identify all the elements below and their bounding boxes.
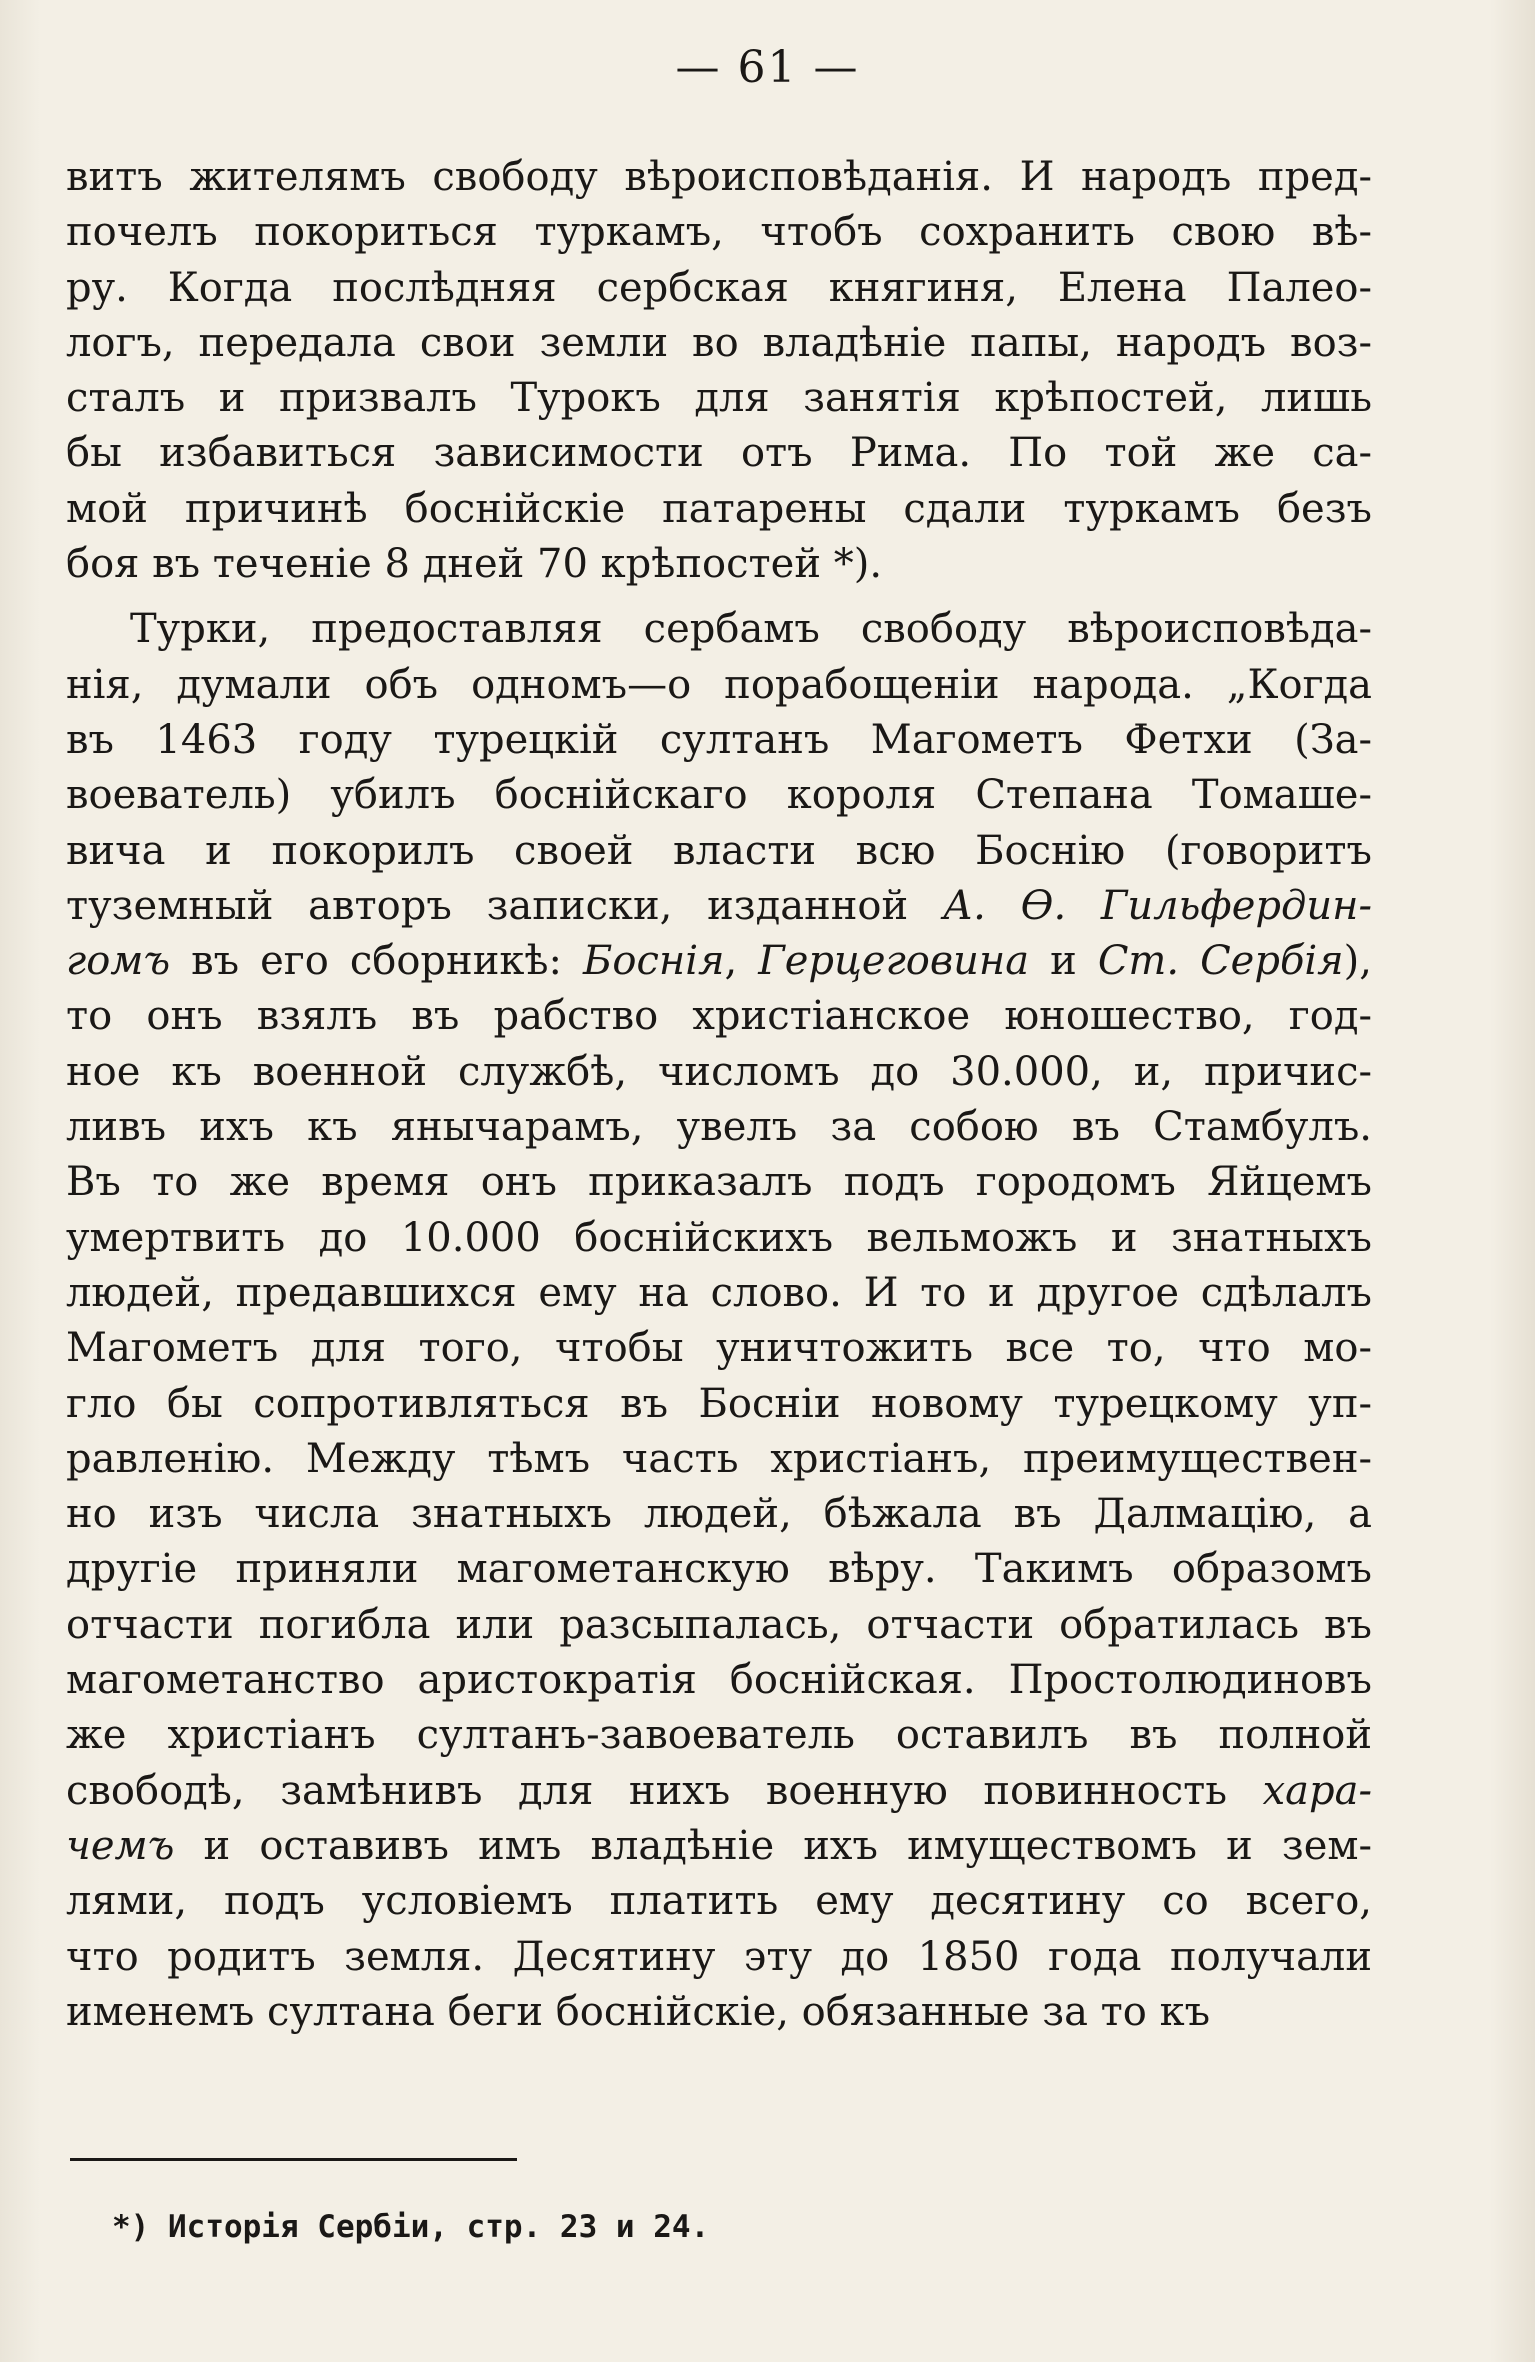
text-segment: ру. Когда послѣдняя сербская княгиня, Елена Палео-	[66, 264, 1372, 311]
text-segment: людей, предавшихся ему на слово. И то и другое сдѣлалъ	[66, 1269, 1372, 1316]
text-segment: ливъ ихъ къ янычарамъ, увелъ за собою въ Стамбулъ.	[66, 1104, 1372, 1151]
text-line	[66, 261, 1372, 316]
text-segment: вича и покорилъ своей власти всю Боснію (говоритъ	[66, 827, 1372, 874]
text-line	[66, 1266, 1372, 1321]
text-segment: Турки, предоставляя сербамъ свободу вѣроисповѣда-	[130, 606, 1372, 653]
text-segment: Магометъ для того, чтобы уничтожить все то, что мо-	[66, 1325, 1372, 1372]
text-line	[66, 316, 1372, 371]
text-line	[66, 1211, 1372, 1266]
text-line	[66, 1708, 1372, 1763]
footnote-divider	[70, 2158, 517, 2161]
text-line	[66, 768, 1372, 823]
text-line	[66, 371, 1372, 426]
text-line	[66, 1100, 1372, 1155]
text-segment: бы избавиться зависимости отъ Рима. По той же са-	[66, 430, 1372, 477]
text-line	[66, 1542, 1372, 1597]
text-line	[66, 824, 1372, 879]
text-segment: въ его сборникѣ:	[170, 938, 583, 985]
text-segment: витъ жителямъ свободу вѣроисповѣданія. И народъ пред-	[66, 154, 1372, 200]
text-line	[66, 1432, 1372, 1487]
text-line	[66, 205, 1372, 260]
text-segment: ное къ военной службѣ, числомъ до 30.000, и, причис-	[66, 1048, 1372, 1095]
text-line	[66, 1874, 1372, 1929]
text-segment: воеватель) убилъ боснійскаго короля Степана Томаше-	[66, 772, 1372, 819]
text-segment: свободѣ, замѣнивъ для нихъ военную повинность	[66, 1767, 1263, 1814]
text-line	[66, 426, 1372, 481]
text-line	[66, 1377, 1372, 1432]
text-line	[66, 1045, 1372, 1100]
text-segment: но изъ числа знатныхъ людей, бѣжала въ Далмацію, а	[66, 1491, 1372, 1538]
text-segment: гло бы сопротивляться въ Босніи новому турецкому уп-	[66, 1380, 1372, 1427]
text-segment: что родитъ земля. Десятину эту до 1850 года получали	[66, 1933, 1372, 1980]
text-line	[66, 1819, 1372, 1874]
text-segment: другіе приняли магометанскую вѣру. Такимъ образомъ	[66, 1546, 1372, 1593]
italic-text: хара-	[1262, 1767, 1372, 1814]
text-segment: магометанство аристократія боснійская. Простолюдиновъ	[66, 1657, 1372, 1704]
italic-text: А. Ѳ. Гильфердин-	[942, 882, 1372, 929]
text-line	[66, 1155, 1372, 1210]
text-segment: почелъ покориться туркамъ, чтобъ сохранить свою вѣ-	[66, 209, 1372, 256]
text-line	[66, 989, 1372, 1044]
text-segment: Въ то же время онъ приказалъ подъ городомъ Яйцемъ	[66, 1159, 1372, 1206]
italic-text: Ст. Сербія	[1097, 938, 1344, 985]
text-line	[66, 1653, 1372, 1708]
text-segment: отчасти погибла или разсыпалась, отчасти обратилась въ	[66, 1601, 1372, 1648]
italic-text: гомъ	[66, 938, 171, 985]
italic-text: чемъ	[66, 1822, 175, 1869]
text-segment: ,	[724, 938, 759, 985]
text-line	[66, 658, 1372, 713]
text-line	[66, 537, 1372, 592]
paragraph-gap	[66, 592, 1372, 602]
text-line	[66, 713, 1372, 768]
text-line	[66, 1487, 1372, 1542]
text-segment: же христіанъ султанъ-завоеватель оставилъ въ полной	[66, 1712, 1372, 1759]
text-line	[66, 150, 1372, 205]
text-segment: ),	[1343, 938, 1372, 985]
text-segment: то онъ взялъ въ рабство христіанское юношество, год-	[66, 993, 1372, 1040]
text-segment: именемъ султана беги боснійскіе, обязанные за то къ	[66, 1988, 1211, 2035]
text-segment: и	[1029, 938, 1098, 985]
text-line	[66, 1985, 1372, 2040]
text-segment: боя въ теченіе 8 дней 70 крѣпостей *).	[66, 541, 883, 588]
footnote: *) Исторія Сербіи, стр. 23 и 24.	[112, 2209, 710, 2245]
text-segment: равленію. Между тѣмъ часть христіанъ, преимуществен-	[66, 1435, 1372, 1482]
italic-text: Герцеговина	[758, 938, 1030, 985]
italic-text: Боснія	[582, 938, 725, 985]
text-segment: въ 1463 году турецкій султанъ Магометъ Фетхи (За-	[66, 716, 1372, 763]
text-segment: логъ, передала свои земли во владѣніе папы, народъ воз-	[66, 319, 1372, 366]
text-line	[66, 602, 1372, 657]
text-segment: лями, подъ условіемъ платить ему десятину со всего,	[66, 1878, 1372, 1925]
text-segment: и оставивъ имъ владѣніе ихъ имуществомъ и зем-	[174, 1822, 1372, 1869]
text-line	[66, 934, 1372, 989]
text-segment: туземный авторъ записки, изданной	[66, 882, 943, 929]
text-line	[66, 1930, 1372, 1985]
text-segment: нія, думали объ одномъ—о порабощеніи народа. „Когда	[66, 661, 1372, 708]
text-segment: умертвить до 10.000 боснійскихъ вельможъ и знатныхъ	[66, 1214, 1372, 1261]
page-number: — 61 —	[675, 42, 860, 93]
text-line	[66, 482, 1372, 537]
text-line	[66, 879, 1372, 934]
text-segment: мой причинѣ боснійскіе патарены сдали туркамъ безъ	[66, 485, 1372, 532]
text-line	[66, 1598, 1372, 1653]
text-line	[66, 1764, 1372, 1819]
body-text	[66, 150, 1372, 2040]
text-line	[66, 1321, 1372, 1376]
text-segment: сталъ и призвалъ Турокъ для занятія крѣпостей, лишь	[66, 375, 1372, 422]
